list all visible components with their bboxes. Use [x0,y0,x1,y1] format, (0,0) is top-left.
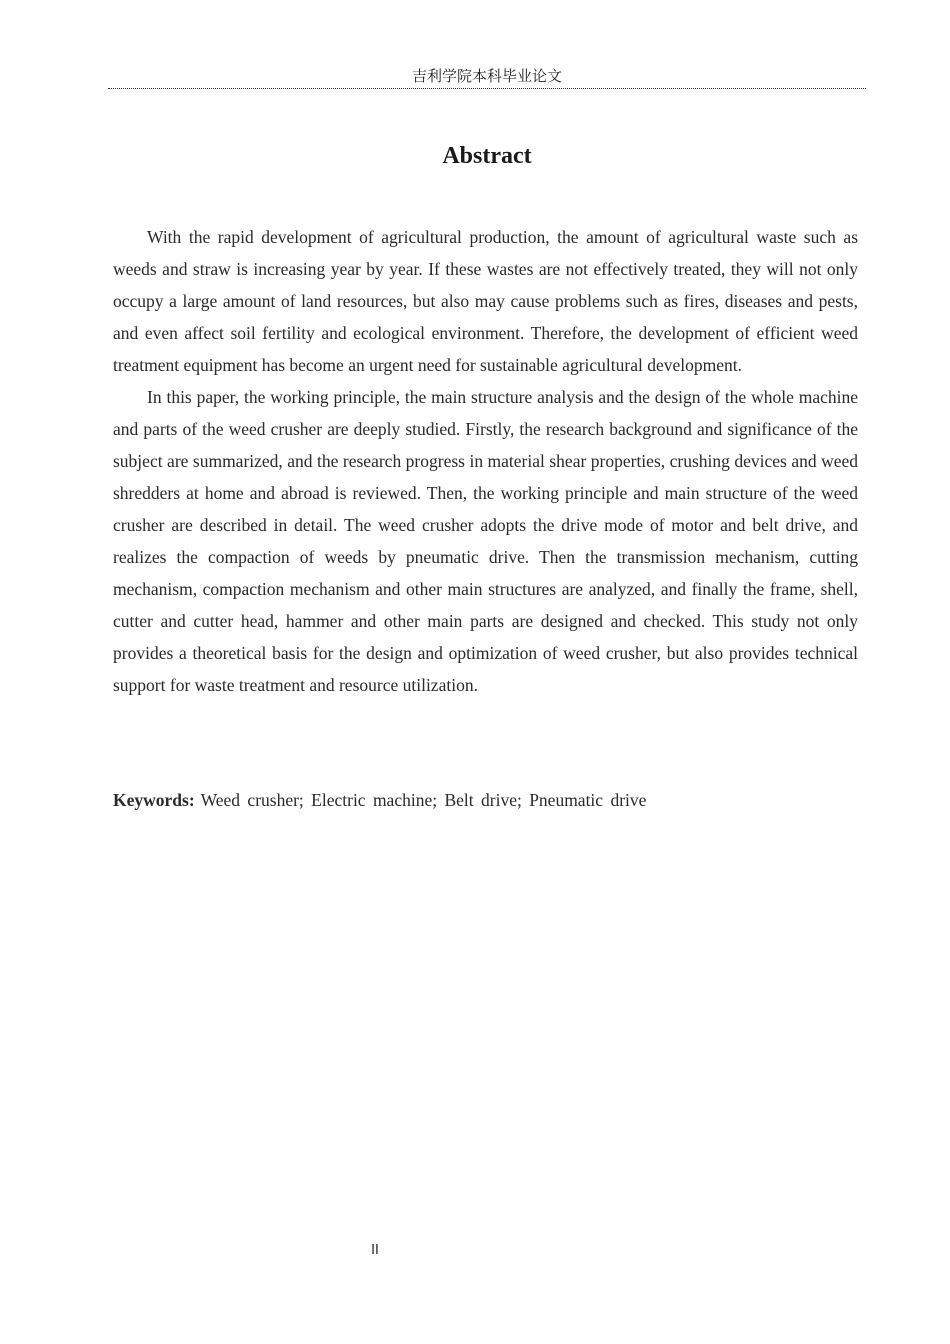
abstract-body [113,221,858,701]
page-header-title: 吉利学院本科毕业论文 [411,67,562,85]
keywords-list: Weed crusher; Electric machine; Belt drive; Pneumatic drive [200,790,647,810]
abstract-title: Abstract [442,143,532,169]
keywords-label: Keywords: [113,790,195,810]
abstract-paragraph-1: With the rapid development of agricultural production, the amount of agricultural waste such as weeds and straw is increasing year by year. If these wastes are not effectively treated, they will not only occupy a large amount of land resources, but also may cause problems such as fires, diseases and pests, and even affect soil fertility and ecological environment. Therefore, the development of efficient weed treatment equipment has become an urgent need for sustainable agricultural development. [113,227,858,375]
keywords-line [113,784,858,816]
header-divider [108,88,866,89]
abstract-paragraph-2: In this paper, the working principle, the main structure analysis and the design of the whole machine and parts of the weed crusher are deeply studied. Firstly, the research background and significance of the subject are summarized, and the research progress in material shear properties, crushing devices and weed shredders at home and abroad is reviewed. Then, the working principle and main structure of the weed crusher are described in detail. The weed crusher adopts the drive mode of motor and belt drive, and realizes the compaction of weeds by pneumatic drive. Then the transmission mechanism, cutting mechanism, compaction mechanism and other main structures are analyzed, and finally the frame, shell, cutter and cutter head, hammer and other main parts are designed and checked. This study not only provides a theoretical basis for the design and optimization of weed crusher, but also provides technical support for waste treatment and resource utilization. [113,387,858,695]
page-number: II [371,1243,379,1258]
